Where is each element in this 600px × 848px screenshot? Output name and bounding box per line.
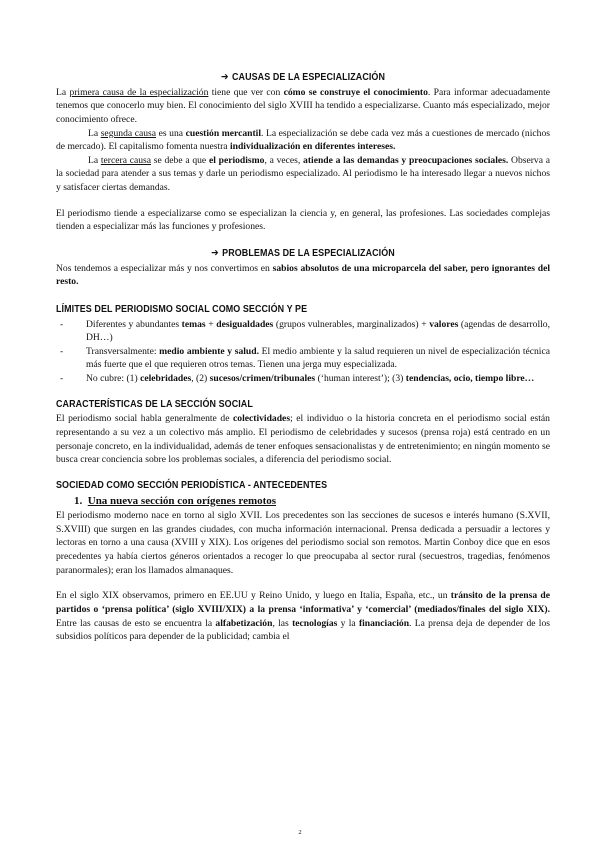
paragraph: Nos tendemos a especializar más y nos convertimos en sabios absolutos de una microparcela del saber, pero ignorantes del resto. <box>56 262 550 288</box>
arrow-right-icon: ➔ <box>220 71 229 83</box>
list-item: - Transversalmente: medio ambiente y salud. El medio ambiente y la salud requieren un nivel de especialización técnica más fuerte que el que requieren otros temas. Tienen una jerga muy especializada. <box>56 345 550 372</box>
page-number: 2 <box>298 829 302 836</box>
subsection-list <box>56 494 550 510</box>
subsection-heading: 1. Una nueva sección con orígenes remotos <box>74 494 277 507</box>
paragraph: En el siglo XIX observamos, primero en EE.UU y Reino Unido, y luego en Italia, España, etc., un tránsito de la prensa de partidos o ‘prensa política’ (siglo XVIII/XIX) a la prensa ‘informativa’ y ‘comercial’ (mediados/finales del siglo XIX). Entre las causas de esto se encuentra la alfabetización, las tecnologías y la financiación. La prensa deja de depender de los subsidios políticos para depender de la publicidad; cambia el <box>56 590 551 643</box>
paragraph: El periodismo social habla generalmente de colectividades; el individuo o la historia concreta en el periodismo social están representando a su vez a un colectivo más amplio. El periodismo de celebridades y sucesos (prensa roja) está centrado en un personaje concreto, en la individualidad, además de tener enfoques sensacionalistas y de entretenimiento; en ningún momento se busca crear conciencia sobre los problemas sociales, a diferencia del periodismo social. <box>56 413 550 466</box>
list-item: - Diferentes y abundantes temas + desigualdades (grupos vulnerables, marginalizados) + valores (agendas de desarrollo, DH…) <box>56 318 550 345</box>
section-heading-problemas: ➔ PROBLEMAS DE LA ESPECIALIZACIÓN <box>211 246 395 259</box>
document-page <box>56 70 550 644</box>
section-heading-causas: ➔ CAUSAS DE LA ESPECIALIZACIÓN <box>220 71 386 83</box>
paragraph: La segunda causa es una cuestión mercantil. La especialización se debe cada vez más a cuestiones de mercado (nichos de mercado). El capitalismo fomenta nuestra individualización en diferentes intereses. <box>56 127 550 153</box>
paragraph: El periodismo moderno nace en torno al siglo XVII. Los precedentes son las secciones de sucesos e interés humano (S.XVII, S.XVIII) que surgen en las grandes ciudades, con mucha información internacional. Prensa dedicada a persuadir a lectores y lectoras en torno a una causa (XVIII y XIX). Los orígenes del periodismo social son remotos. Martin Conboy dice que en esos precedentes ya había ciertos géneros orientados a recoger lo que preocupaba al sector rural (secuestros, tragedias, fenómenos paranormales); eran los llamados almanaques. <box>56 510 550 576</box>
arrow-right-icon: ➔ <box>211 246 219 259</box>
limits-list <box>56 318 550 386</box>
section-heading-limites: LÍMITES DEL PERIODISMO SOCIAL COMO SECCIÓN Y PE <box>56 303 308 315</box>
paragraph: La tercera causa se debe a que el periodismo, a veces, atiende a las demandas y preocupaciones sociales. Observa a la sociedad para atender a sus temas y darle un periodismo especializado. Al periodismo le ha interesado llegar a nuevos nichos y satisfacer ciertas demandas. <box>56 154 550 194</box>
paragraph: El periodismo tiende a especializarse como se especializan la ciencia y, en general, las profesiones. Las sociedades complejas tienden a especializar más las funciones y profesiones. <box>56 207 550 233</box>
list-item: - No cubre: (1) celebridades, (2) sucesos/crimen/tribunales (‘human interest’); (3) tendencias, ocio, tiempo libre… <box>56 372 550 386</box>
section-heading-caracteristicas: CARACTERÍSTICAS DE LA SECCIÓN SOCIAL <box>56 398 253 410</box>
section-heading-antecedentes: SOCIEDAD COMO SECCIÓN PERIODÍSTICA - ANTECEDENTES <box>56 479 328 491</box>
paragraph: La primera causa de la especialización tiene que ver con cómo se construye el conocimiento. Para informar adecuadamente tenemos que conocerlo muy bien. El conocimiento del siglo XVIII ha tendido a especializarse. Cuanto más especializado, mejor conocimiento ofrece. <box>56 86 550 125</box>
